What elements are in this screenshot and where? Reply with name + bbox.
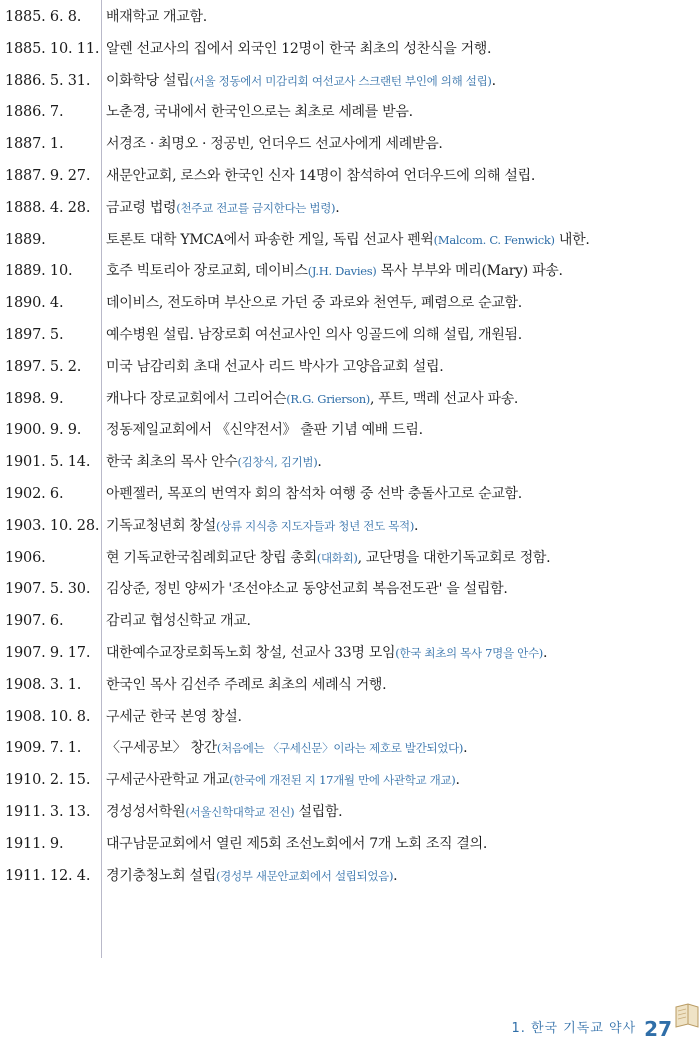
event-note: (천주교 전교를 금지한다는 법령) [176,200,336,215]
event-description [106,67,694,95]
event-text-tail: . [335,199,340,216]
event-description [106,798,694,826]
event-date: 1906. [5,549,46,566]
event-date: 1911. 3. 13. [5,804,91,820]
event-date: 1910. 2. 15. [5,772,91,789]
timeline-row [0,35,700,63]
event-description [106,385,694,413]
event-text-tail: 설립함. [294,804,343,820]
event-text-tail: . [463,740,468,757]
event-date: 1911. 12. 4. [5,867,91,884]
timeline-row [0,130,700,158]
timeline-row [0,798,700,826]
event-description [106,289,694,317]
page-number: 27 [644,1017,672,1041]
timeline-row [0,734,700,762]
event-description [106,512,694,540]
event-description [106,226,694,254]
event-description [106,830,694,858]
timeline-row [0,480,700,508]
event-text: 〈구세공보〉 창간 [106,740,217,757]
book-icon [674,1001,700,1031]
event-date: 1902. 6. [5,486,64,502]
event-note: (경성부 새문안교회에서 설립되었음) [215,868,394,883]
event-note: (대화회) [316,550,358,565]
event-text: 노춘경, 국내에서 한국인으로는 최초로 세례를 받음. [106,104,413,121]
event-text: 대한예수교장로회독노회 창설, 선교사 33명 모임 [106,645,396,661]
event-text-tail: . [455,772,460,789]
event-text: 알렌 선교사의 집에서 외국인 12명이 한국 최초의 성찬식을 거행. [106,40,492,57]
event-text: 경기충청노회 설립 [106,867,216,884]
event-date: 1907. 9. 17. [5,645,91,661]
event-description [106,639,694,667]
event-date: 1888. 4. 28. [5,199,91,216]
event-text: 경성성서학원 [106,804,186,820]
event-description [106,671,694,699]
timeline-row [0,575,700,603]
event-text: 캐나다 장로교회에서 그리어슨 [106,390,287,407]
event-description [106,862,694,890]
timeline-row [0,3,700,31]
event-description [106,353,694,381]
event-date: 1887. 9. 27. [5,168,91,184]
event-text: 서경조 · 최명오 · 정공빈, 언더우드 선교사에게 세례받음. [106,136,443,153]
event-text-tail: , 푸트, 맥레 선교사 파송. [370,390,519,407]
event-note: (Malcom. C. Fenwick) [433,232,555,247]
timeline-row [0,448,700,476]
timeline-row [0,544,700,572]
event-text-tail: 내한. [554,231,590,248]
timeline-row [0,162,700,190]
timeline-row [0,639,700,667]
event-text-tail: . [542,645,548,661]
event-text: 데이비스, 전도하며 부산으로 가던 중 과로와 천연두, 폐렴으로 순교함. [106,295,522,312]
event-text-tail: . [491,72,496,89]
event-text: 토론토 대학 YMCA에서 파송한 게일, 독립 선교사 펜윅 [106,231,434,248]
timeline-row [0,321,700,349]
event-note: (상류 지식층 지도자들과 청년 전도 목적) [215,518,415,533]
timeline-row [0,862,700,890]
event-date: 1885. 10. 11. [5,40,100,57]
event-text-tail: , 교단명을 대한기독교회로 정함. [357,549,551,566]
timeline-row [0,257,700,285]
event-date: 1897. 5. [5,327,64,343]
event-text: 배재학교 개교함. [106,9,207,25]
event-text: 구세군사관학교 개교 [106,772,230,789]
event-text: 김상준, 정빈 양씨가 '조선야소교 동양선교회 복음전도관' 을 설립함. [106,581,508,598]
page-footer [511,1011,672,1041]
timeline-row [0,194,700,222]
event-text: 금교령 법령 [106,199,177,216]
event-text: 예수병원 설립. 남장로회 여선교사인 의사 잉골드에 의해 설립, 개원됨. [106,327,522,343]
event-date: 1885. 6. 8. [5,9,82,25]
event-text-tail: . [393,867,398,884]
timeline-row [0,607,700,635]
event-description [106,480,694,508]
timeline-row [0,416,700,444]
event-description [106,321,694,349]
event-date: 1907. 6. [5,613,64,630]
event-date: 1897. 5. 2. [5,358,82,375]
event-date: 1886. 5. 31. [5,72,91,89]
event-description [106,703,694,731]
timeline-row [0,353,700,381]
event-text: 이화학당 설립 [106,72,190,89]
timeline-row [0,830,700,858]
event-text: 미국 남감리회 초대 선교사 리드 박사가 고양읍교회 설립. [106,358,444,375]
event-date: 1886. 7. [5,104,64,121]
event-description [106,607,694,635]
event-description [106,257,694,285]
event-text: 한국인 목사 김선주 주례로 최초의 세례식 거행. [106,676,387,693]
timeline-row [0,766,700,794]
event-text: 정동제일교회에서 《신약전서》 출판 기념 예배 드림. [106,422,423,439]
timeline-row [0,512,700,540]
event-text-tail: 목사 부부와 메리(Mary) 파송. [376,263,563,280]
event-date: 1898. 9. [5,390,64,407]
event-description [106,575,694,603]
event-note: (서울신학대학교 전신) [185,805,295,819]
timeline-row [0,98,700,126]
event-text-tail: . [414,517,419,534]
timeline-row [0,289,700,317]
event-date: 1909. 7. 1. [5,740,82,757]
timeline-row [0,385,700,413]
event-date: 1889. [5,231,46,248]
event-text: 현 기독교한국침례회교단 창립 총회 [106,549,317,566]
timeline-row [0,67,700,95]
event-description [106,416,694,444]
event-note: (한국에 개전된 지 17개월 만에 사관학교 개교) [229,773,456,788]
event-description [106,766,694,794]
event-date: 1887. 1. [5,136,64,153]
event-date: 1903. 10. 28. [5,517,100,534]
event-description [106,448,694,476]
event-text: 대구남문교회에서 열린 제5회 조선노회에서 7개 노회 조직 결의. [106,835,488,852]
event-text-tail: . [317,454,322,471]
event-note: (처음에는 〈구세신문〉이라는 제호로 발간되었다) [216,741,464,756]
event-note: (한국 최초의 목사 7명을 안수) [395,646,543,660]
event-text: 새문안교회, 로스와 한국인 신자 14명이 참석하여 언더우드에 의해 설립. [106,168,535,184]
event-date: 1911. 9. [5,835,64,852]
event-text: 구세군 한국 본영 창설. [106,708,242,725]
event-date: 1901. 5. 14. [5,454,91,471]
event-description [106,35,694,63]
event-date: 1908. 10. 8. [5,708,91,725]
event-note: (J.H. Davies) [307,264,377,279]
event-description [106,3,694,31]
timeline-row [0,671,700,699]
event-note: (R.G. Grierson) [286,391,370,406]
event-note: (김창식, 김기범) [237,455,318,470]
event-date: 1908. 3. 1. [5,676,82,693]
event-description [106,734,694,762]
event-text: 한국 최초의 목사 안수 [106,454,238,471]
event-date: 1890. 4. [5,295,64,312]
event-description [106,162,694,190]
event-note: (서울 정동에서 미감리회 여선교사 스크랜턴 부인에 의해 설립) [189,73,492,88]
event-text: 기독교청년회 창설 [106,517,216,534]
event-description [106,194,694,222]
event-text: 아펜젤러, 목포의 번역자 회의 참석차 여행 중 선박 충돌사고로 순교함. [106,486,522,502]
event-text: 감리교 협성신학교 개교. [106,613,251,630]
event-description [106,544,694,572]
event-text: 호주 빅토리아 장로교회, 데이비스 [106,263,308,280]
timeline-row [0,226,700,254]
chapter-title: 1. 한국 기독교 약사 [511,1021,637,1036]
event-date: 1889. 10. [5,263,73,280]
event-description [106,130,694,158]
event-date: 1900. 9. 9. [5,422,82,439]
event-date: 1907. 5. 30. [5,581,91,598]
timeline-row [0,703,700,731]
event-description [106,98,694,126]
